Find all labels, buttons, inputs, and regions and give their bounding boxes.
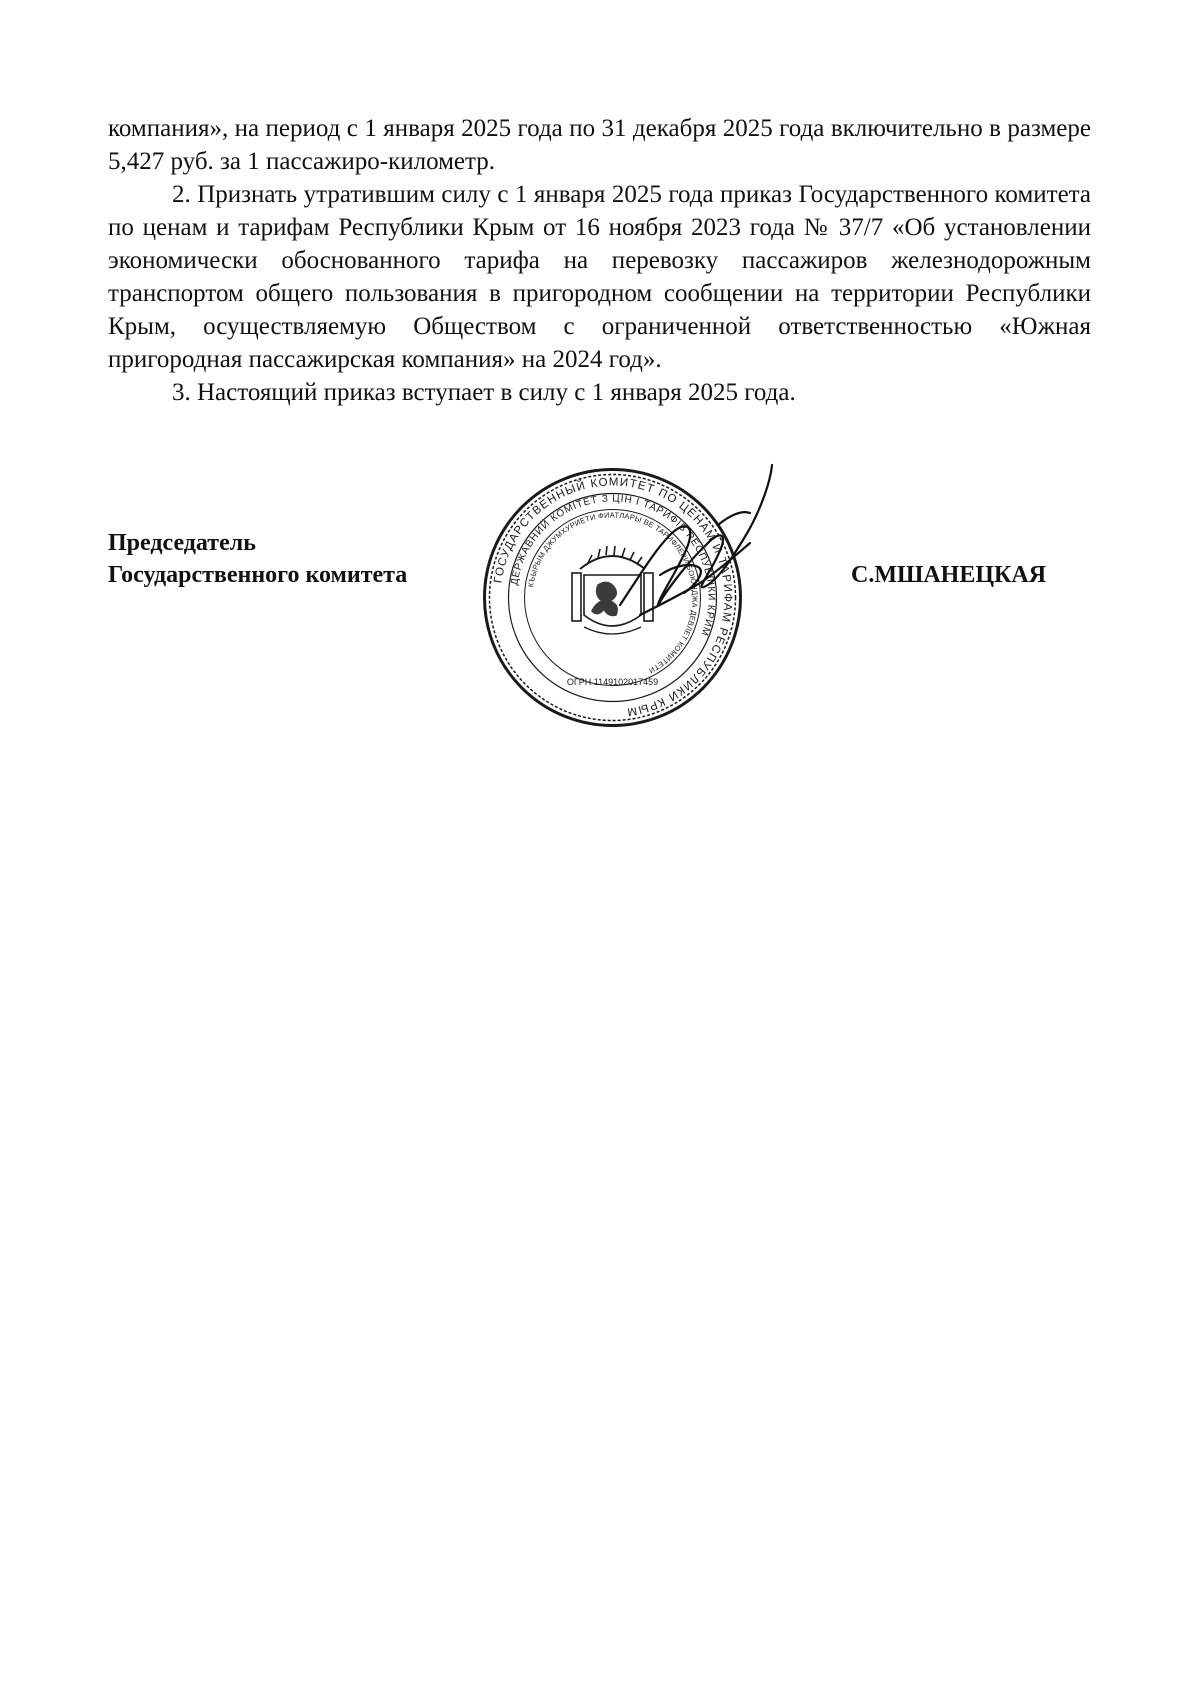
signatory-title	[108, 527, 407, 591]
seal-middle-text: ДЕРЖАВНИЙ КОМІТЕТ З ЦІН І ТАРИФІВ РЕСПУБЛІКИ КРИМ	[509, 493, 717, 638]
seal-ogrn: ОГРН 1149102017459	[566, 677, 659, 687]
signatory-title-line2: Государственного комитета	[108, 562, 408, 588]
document-body	[108, 112, 1091, 409]
paragraph-item-2: 2. Признать утратившим силу с 1 января 2025 года приказ Государственного комитета по ценам и тарифам Республики Крым от 16 ноября 2023 года № 37/7 «Об установлении экономически обоснованного тарифа на перевозку пассажиров железнодорожным транспортом общего пользования в пригородном сообщении на территории Республики Крым, осуществляемую Обществом с ограниченной ответственностью «Южная пригородная пассажирская компания» на 2024 год».	[108, 181, 1091, 373]
signatory-name: С.МШАНЕЦКАЯ	[851, 562, 1047, 588]
seal-inner-text: КЪЫРЫМ ДЖУМХУРИЕТИ ФИАТЛАРЫ ВЕ ТАРИФЛЕРИ БОЮНДЖА ДЕВЛЕТ КОМИТЕТИ	[526, 510, 700, 676]
signatory-title-line1: Председатель	[108, 530, 256, 556]
handwritten-signature	[600, 455, 780, 655]
paragraph-item-3: 3. Настоящий приказ вступает в силу с 1 января 2025 года.	[172, 379, 796, 406]
seal-outer-text: ГОСУДАРСТВЕННЫЙ КОМИТЕТ ПО ЦЕНАМ И ТАРИФАМ РЕСПУБЛИКИ КРЫМ	[492, 476, 734, 718]
paragraph-continuation: компания», на период с 1 января 2025 года по 31 декабря 2025 года включительно в размере 5,427 руб. за 1 пассажиро-километр.	[108, 115, 1091, 175]
